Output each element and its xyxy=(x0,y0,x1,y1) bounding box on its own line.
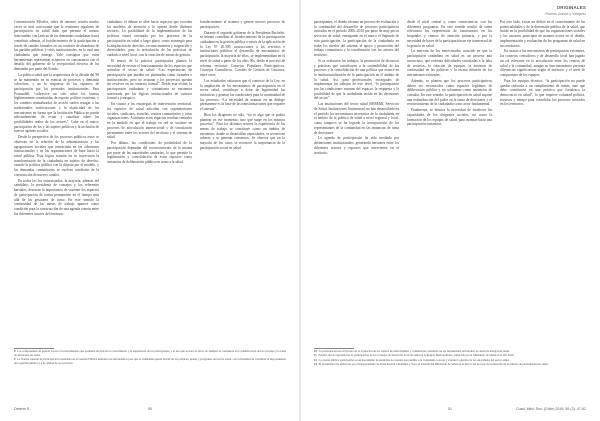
footer-label: Determ S. xyxy=(14,407,31,411)
footnote-number: 13 xyxy=(314,361,317,366)
paragraph: Durante el segundo gobierno de la Presidenta Bachelet, se intentó contribuir al fortalecimiento de la participación ciudadana en la gestión pública a través de la aplicación de la Ley Nº 20.500, instrucciones a los servicios e instituciones públicas el desarrollo de mecanismos de participación, la mayoría de ellos, se implementaban en el nivel de salud a partir de los años 90s, desde el proceso de reforma sectorial: Consejos Populares Participativos, Consejos Consultivos, Comités de Gestión de Usuarios, entre otros. xyxy=(200,30,285,77)
footnote-number: 12 xyxy=(314,357,317,362)
paragraph: ciudadana: el debate se abre hacia aspectos que exceden los modelos de atención y lo operan desde distintos sectores, La posibilidad de la implementación de las políticas estará orientada por los procesos de la participación en salud a largo plazo, como estrategia para la ampliación de derechos, reconocimientos y asignación y diversidades, para la articulación de las prácticas de cuidado a nivel local, con la creación de mesas de gestión. xyxy=(107,20,192,57)
paragraph: Finalmente, se destaca la necesidad de fortalecer las capacidades de los dirigentes sociales, así como la formación de los equipos de salud, para avanzar hacia una participación sustantiva. xyxy=(407,108,492,127)
running-authors: Ramos Garcia y Vasquez xyxy=(545,12,586,16)
footnote-text: La Norma General de Participación Ciudadana en la Gestión Pública establece los mecanismos para que la ciudadanía pueda incidir en las políticas, planes y programas del sector salud, con la finalidad de contribuir al mejoramiento de la gestión pública y a la calidad de los servicios. xyxy=(14,357,286,365)
right-column-2 xyxy=(407,20,492,345)
paragraph: participantes, el diseño alcanza un proceso de evaluación y la continuidad del desarrollo de procesos participativos iniciados en el periodo 2006–2010 por parte de muy pocos servicios de salud, entregando en el marco el Segundo de esta participación, la participación de la ciudadanía en todos los niveles del sistema, el apoyo y promoción del trabajo comunitario y la coordinación con los actores del territorio. xyxy=(314,20,399,57)
footnote-number: 9 xyxy=(14,357,16,362)
paragraph: La mayoría de los entrevistados coincide en que la participación ciudadana en salud es un proceso aún inconcluso, que enfrenta dificultades vinculadas a la falta de recursos, la rotación de equipos, la ausencia de continuidad en las políticas y la escasa difusión de los mecanismos existentes. xyxy=(407,49,492,77)
footnote xyxy=(314,363,586,367)
paragraph: En cuanto a las estrategias de intervención territorial, los espacios de salud articulan con organizaciones sociales, sindicatos, escuelas, centros comunitarios y otras organizaciones. Asimismo estos espacios resultan centrales en la medida en que el trabajo en red se sostiene en procesos de articulación intersectorial y de vinculación permanente entre los actores del territorio y el sistema de salud. xyxy=(107,102,192,140)
footnote-number: 8 xyxy=(14,349,16,354)
paragraph: Desde la perspectiva de los procesos políticos estos se observan en la relación de la administración y las agrupaciones sociales que interactúan en las coberturas institucionales y en las organizaciones de base hacia la salud pública. Esta lógica transita en su trayectoria la transformación de la ciudadanía en sujetos de derecho, cuando la política pública con la disputa por el modelo, y las demandas comunitarias se vuelven condición de la construcción de nuevos canales. xyxy=(14,135,99,177)
footnote-text: La cuenta pública participativa es un mecanismo de rendición de cuentas que permite a la ciudadanía conocer y evaluar la gestión de las autoridades del sector salud. xyxy=(318,357,510,362)
footnote-text: Los componentes de gestión social o las herramientas que permiten involucrar el conocimiento y la experiencia de los participantes, y el uso que se hace de ellos, no siempre se consideran en la planificación de las acciones y la toma de decisiones en salud. xyxy=(14,349,286,357)
paragraph: La política salud que la arquitectura de la década del 90 se ha mantenido en su esencia de procesos y demanda colectivas, y no lo respuesta de los espacios de participación por los prestados institucionales. Para Poussadell, “sobrevive un solo sobre las formas legítimamente constituidas de espacio político existente, y los cambios mutualizados de acción suelen rezagar a las tradicionales verificaciones y la elasticidad de los mecanismos en forma que la Institución Pública no pueda adecuadamente, de evitar y canalizar sobre las posibilidades reales de los actores”. Cabe en el marco participativo de los y las sujetos políticos y la inclusión de nuevos agentes sociales. xyxy=(14,72,99,134)
paragraph: Para los equipos técnicos, “la participación no puede quedar reducida a un cumplimiento de metas, sino que debe constituirse en una práctica que fortalezca la democracia en salud”, lo que requiere voluntad política, recursos y tiempo para consolidar los procesos iniciados en los territorios. xyxy=(500,78,585,107)
right-column-3 xyxy=(500,20,585,345)
left-column-1 xyxy=(14,20,99,345)
journal-citation: Cuad. Méd. Soc. (Chile) 2019, 59 (3): 47-62 xyxy=(516,407,586,411)
paragraph: Comunicación Móviles, redes de internet, resulta mucho veces se más convocante que la reuniones regulares de participación en salud dado que permite el mismo intercambio con Iarticas de las demandas ciudadanas hacia contribuir además, al fortalecimiento de la participación a través de canales formales en un contexto de abandono de las partidas públicas y crisis institucionales, en la cual una ciudadanía que emerge, Vale consignar que estas herramientas representan esfuerzos en consonancia con el desafío del gobierno de la receptividad efectiva de las demandas por parte del Estado. xyxy=(14,20,99,72)
right-page xyxy=(300,0,600,421)
paragraph: En cuanto a los mecanismos de participación existentes, los consejos consultivos y de desarrollo local han jugado un rol relevante en la articulación entre los centros de salud y la comunidad, aunque su funcionamiento presenta diferencias significativas según el territorio y el nivel de compromiso de los equipos. xyxy=(500,49,585,77)
running-head xyxy=(545,5,586,17)
left-column-3 xyxy=(200,20,285,345)
footnote-text: La participación en el Proceso de la formación de los centros de salud familiar y comunitaria constituye un eje fundamental del modelo de atención integral en salud. xyxy=(318,349,510,354)
left-column-2 xyxy=(107,20,192,345)
right-page-body xyxy=(300,20,600,345)
footnote-text: El documento fue elaborado por el Departamento de Participación Ciudadana y Trato al Usuario del Ministerio de Salud en el marco del proceso de evaluación de la política de participación en salud. xyxy=(318,361,549,366)
page-number: 51 xyxy=(448,407,452,411)
footnote-number: 11 xyxy=(314,353,317,358)
paragraph: Además, se plantea que los procesos participativos deben ser reconocidos como espacios legítimos de deliberación pública y no solamente como instancias de consulta. En este sentido, la participación en salud supone una redistribución del poder en la toma de decisiones y el reconocimiento de la ciudadanía como actor fundamental. xyxy=(407,78,492,107)
paragraph: La agenda de participación ha sido mediada por definiciones institucionales, generando tensiones entre los diferentes actores y espacios que intervienen en el territorio. xyxy=(314,136,399,155)
left-footnotes xyxy=(14,348,286,398)
section-title: ORIGINALES xyxy=(556,5,586,10)
right-column-1 xyxy=(314,20,399,345)
footnote-text: Estudio de las experiencias de participación en los consejos de desarrollo local de salud en la Región Metropolitana, publicado por el Ministerio de Salud en el año 2016. xyxy=(318,353,515,358)
right-page-footer xyxy=(314,407,586,414)
paragraph: Por último, las condiciones de posibilidad de la participación dependen del reconocimiento de la misma por parte de las autoridades sanitarias, lo que permite la legitimación y consolidación de estos espacios como instancias de deliberación pública en torno a la salud. xyxy=(107,141,192,164)
page-number: 50 xyxy=(148,407,152,411)
paragraph: Por otro lado, existe un déficit en el conocimiento de las potencialidades y de la dimensión pública de la salud, que incide en la posibilidad de que las organizaciones sociales y los usuarios participen de manera activa en el diseño, implementación y evaluación de los programas de salud en sus territorios. xyxy=(500,20,585,48)
paragraph: Si se evaluaron los trabajos, la promoción de discursos y prácticas que contribuyen a la sostenibilidad de los procesos y la consolidación de una política que avance en la institucionalización de la participación en el ámbito de la salud. Así, para profesionales encargados de implementar los trabajos de este nivel, “la participación por las condiciones mismas del espacio, la respuesta y la posibilidad de que la ciudadanía incida en las decisiones del sector”. xyxy=(314,58,399,101)
paragraph: Bien los dirigentes no sólo, “no es algo que se podría plantear en ese momento, sino que surge en los mismos procesos”. Para los distintos actores la experiencia de las mesas de trabajo se constituye como un ámbito de encuentro, donde se desarrollan capacidades, se reconocen saberes y se generan consensos. Se observa que en la mayoría de los casos se reconoce la importancia de la participación social en salud. xyxy=(200,112,285,150)
paragraph: fortalecimiento al sistema y genere nuevos procesos de participación. xyxy=(200,20,285,29)
left-page-body xyxy=(0,20,300,345)
paragraph: El marco de la práctica participativa plantea la necesidad de revisar el funcionamiento de los espacios que articulan el sector de salud: “Las experiencias de participación que pueden ser planteadas como formales e institucionales, pero no avanzan y los proyectos quedan sin resolver en un contexto formal”. Desde esta visión, la participación ciudadana y comunitaria se encuentra atravesada por las lógicas institucionales de carácter formal y jerárquico. xyxy=(107,58,192,101)
footnote xyxy=(14,358,286,365)
paragraph: desde el nivel central y, como consecuencia, con los diferentes programas. En este sentido resultó de suma relevancia las experiencias de funcionarios en los hospitales y centros de atención primaria, y por la necesidad de hacer de la participación un eje transversal de la gestión en salud. xyxy=(407,20,492,48)
right-footnotes xyxy=(314,348,586,398)
paragraph: Los estudiados valoraron que el contexto de la Ley, en la ampliación de los mecanismos de participación en el sector salud, contribuye a dotar de legitimidad las iniciativas y generar las condiciones para la continuidad de los procesos: “La necesidad de avanzar en un diálogo permanente es la base de las transformaciones que requiere el sistema”. xyxy=(200,78,285,112)
paragraph: Las instituciones del sector salud (SEREMI, Servicios de Salud, Instituciones Autónomas) no han desarrollado en el período los mecanismos necesarios de la ciudadanía en el ámbito de la política de salud a nivel regional y local, como tampoco se ha logrado la incorporación de los representantes de la comunidad en las instancias de toma de decisiones. xyxy=(314,102,399,135)
paragraph: En todos los los entrevistados, la mayoría, además del candidato, la presidenta de consejos y los referentes barriales, destacan la importancia de sostener los espacios de participación de forma permanente en el tiempo más allá de las gestiones de turno. En este sentido la continuidad de las mesas de trabajo aparece como condición para la construcción de una agenda común entre los diferentes actores del territorio. xyxy=(14,178,99,216)
footnote-number: 10 xyxy=(314,349,317,354)
left-page-footer xyxy=(14,407,286,414)
